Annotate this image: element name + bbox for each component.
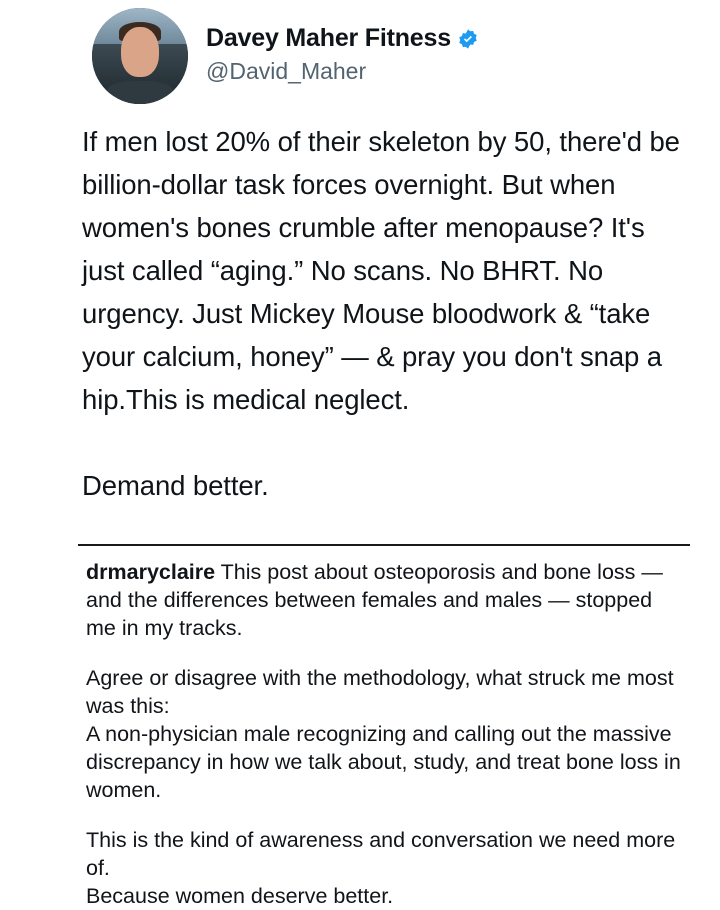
comment-paragraph-2: Agree or disagree with the methodology, what struck me most was this: [86, 666, 674, 718]
comment-paragraph-5: Because women deserve better. [86, 884, 394, 908]
comment-block [86, 558, 686, 910]
avatar-face [121, 27, 159, 77]
author-name-block [206, 8, 479, 85]
avatar[interactable] [92, 8, 188, 104]
post-header [30, 0, 690, 104]
post-paragraph-1: If men lost 20% of their skeleton by 50, there'd be billion-dollar task forces overnight. But when women's bones crumble after menopause? It's just called “aging.” No scans. No BHRT. No urgency. Just Mickey Mouse bloodwork & “take your calcium, honey” — & pray you don't snap a hip.This is medical neglect. [82, 126, 680, 415]
comment-username[interactable]: drmaryclaire [86, 560, 216, 584]
post-paragraph-2: Demand better. [82, 470, 269, 501]
author-handle[interactable]: @David_Maher [206, 57, 367, 84]
post-body [30, 120, 690, 507]
avatar-shirt [107, 81, 172, 104]
verified-badge-icon [457, 28, 479, 50]
comment-paragraph-4: This is the kind of awareness and conversation we need more of. [86, 828, 676, 880]
comment-paragraph-3: A non-physician male recognizing and calling out the massive discrepancy in how we talk about, study, and treat bone loss in women. [86, 722, 681, 802]
comment-paragraph-1: This post about osteoporosis and bone loss — and the differences between females and males — stopped me in my tracks. [86, 560, 663, 640]
display-name[interactable]: Davey Maher Fitness [206, 24, 451, 52]
comment-first-line [86, 558, 686, 642]
section-divider [78, 544, 690, 546]
display-name-row [206, 24, 479, 53]
